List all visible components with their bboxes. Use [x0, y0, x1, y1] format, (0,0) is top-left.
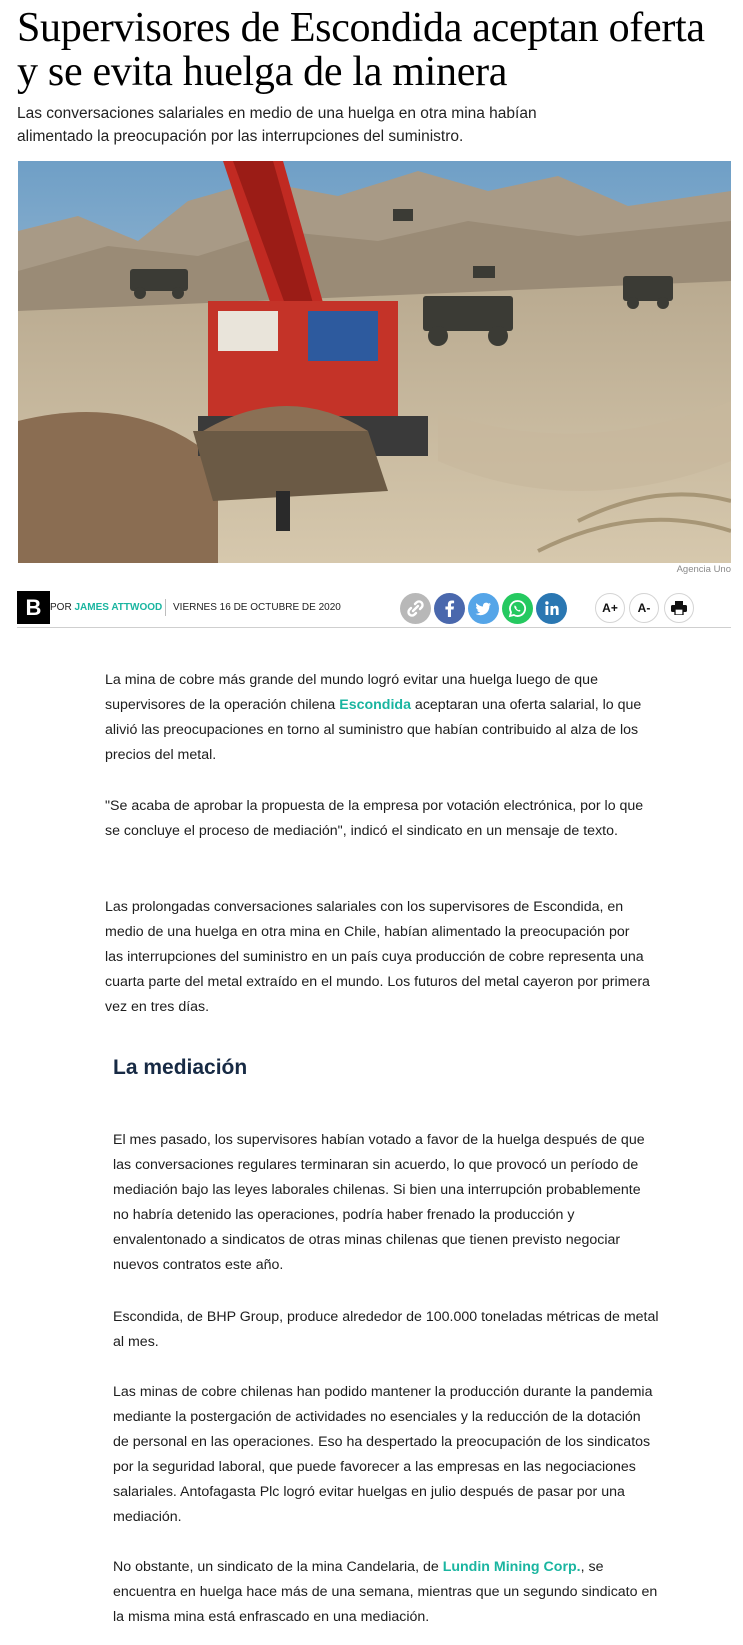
byline-prefix: POR [50, 602, 72, 613]
article-meta-bar [17, 591, 731, 628]
image-credit: Agencia Uno [676, 564, 731, 575]
article-subhead: Las conversaciones salariales en medio de una huelga en otra mina habían alimentado la preocupación por las interrupciones del suministro. [17, 105, 537, 145]
brand-logo[interactable]: B [17, 591, 50, 624]
publish-date: VIERNES 16 DE OCTUBRE DE 2020 [173, 602, 341, 613]
hero-image [18, 161, 731, 563]
lundin-mining-link[interactable]: Lundin Mining Corp. [442, 1559, 581, 1575]
font-increase-button[interactable]: A+ [595, 593, 625, 623]
section-heading: La mediación [113, 1056, 248, 1079]
meta-divider [165, 599, 166, 616]
paragraph-1 [105, 668, 650, 768]
article-headline: Supervisores de Escondida aceptan oferta y se evita huelga de la minera [17, 5, 705, 95]
byline [50, 602, 162, 613]
linkedin-icon[interactable] [536, 593, 567, 624]
paragraph-7-text-b: , se encuentra en huelga hace más de una semana, mientras que un segundo sindicato en la misma mina está enfrascado en una mediación. [113, 1559, 658, 1625]
link-icon[interactable] [400, 593, 431, 624]
twitter-icon[interactable] [468, 593, 499, 624]
paragraph-5: Escondida, de BHP Group, produce alrededor de 100.000 toneladas métricas de metal al mes. [113, 1309, 659, 1350]
escondida-link[interactable]: Escondida [339, 697, 411, 713]
author-link[interactable]: JAMES ATTWOOD [74, 602, 163, 613]
font-decrease-button[interactable]: A- [629, 593, 659, 623]
paragraph-7 [113, 1555, 660, 1630]
paragraph-2: "Se acaba de aprobar la propuesta de la empresa por votación electrónica, por lo que se concluye el proceso de mediación", indicó el sindicato en un mensaje de texto. [105, 798, 644, 839]
print-icon[interactable] [664, 593, 694, 623]
whatsapp-icon[interactable] [502, 593, 533, 624]
paragraph-3: Las prolongadas conversaciones salariales con los supervisores de Escondida, en medio de una huelga en otra mina en Chile, habían alimentado la preocupación por las interrupciones del suministro en un país cuya producción de cobre representa una cuarta parte del metal extraído en el mundo. Los futuros del metal cayeron por primera vez en tres días. [105, 899, 650, 1015]
paragraph-1-text-b: aceptaran una oferta salarial, lo que alivió las preocupaciones en torno al suministro que habían contribuido al alza de los precios del metal. [105, 697, 642, 763]
paragraph-1-text-a: La mina de cobre más grande del mundo logró evitar una huelga luego de que supervisores de la operación chilena [105, 672, 598, 713]
paragraph-7-text-a: No obstante, un sindicato de la mina Candelaria, de [113, 1559, 443, 1575]
paragraph-6: Las minas de cobre chilenas han podido mantener la producción durante la pandemia mediante la postergación de actividades no esenciales y la reducción de la dotación de personal en las operaciones. Eso ha despertado la preocupación de los sindicatos por la seguridad laboral, que puede favorecer a las empresas en las negociaciones salariales. Antofagasta Plc logró evitar huelgas en julio después de pasar por una mediación. [113, 1384, 653, 1525]
paragraph-4: El mes pasado, los supervisores habían votado a favor de la huelga después de que las conversaciones regulares terminaran sin acuerdo, lo que provocó un período de mediación bajo las leyes laborales chilenas. Si bien una interrupción probablemente no habría detenido las operaciones, podría haber frenado la producción y envalentonado a sindicatos de otras minas chilenas que tienen previsto negociar nuevos contratos este año. [113, 1132, 645, 1273]
facebook-icon[interactable] [434, 593, 465, 624]
